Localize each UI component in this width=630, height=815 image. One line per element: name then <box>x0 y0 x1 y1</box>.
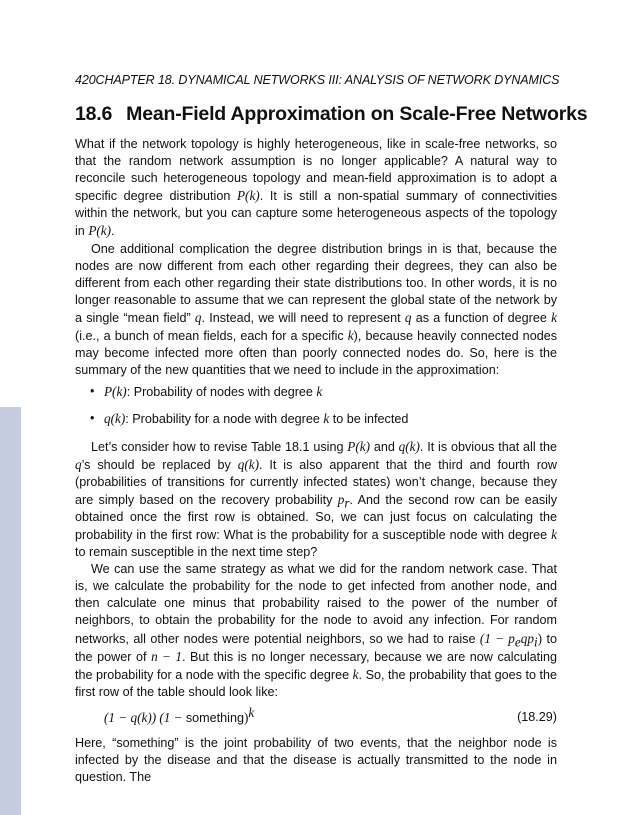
math-inline: P(k) <box>88 223 112 239</box>
list-item: • q(k): Probability for a node with degree k to be infected <box>90 411 409 427</box>
display-equation <box>75 704 557 729</box>
paragraph: One additional complication the degree distribution brings in is that, because the nodes are now different from each other regarding their degrees, they can also be different from each other regarding their state distributions too. In other words, it is no longer reasonable to assume that we can represent the global state of the network by a single “mean field” q. Instead, we will need to represent q as a function of degree k (i.e., a bunch of mean fields, each for a specific k), because heavily connected nodes may become infected more often than poorly connected nodes do. So, here is the summary of the new quantities that we need to include in the approximation: <box>75 241 558 378</box>
page-content <box>75 72 588 786</box>
math-inline: q <box>404 309 412 325</box>
body-text <box>75 136 557 786</box>
running-head: 420CHAPTER 18. DYNAMICAL NETWORKS III: ANALYSIS OF NETWORK DYNAMICS <box>75 73 560 87</box>
math-inline: k <box>551 309 558 325</box>
bullet-icon: • <box>90 384 95 399</box>
paragraph: Here, “something” is the joint probability of two events, that the neighbor node is infected by the disease and that the disease is actually transmitted to the node in question. The <box>75 735 557 785</box>
bullet-list <box>75 383 557 428</box>
paragraph: What if the network topology is highly heterogeneous, like in scale-free networks, so that the random network assumption is no longer applicable? A natural way to reconcile such heterogeneous topology and mean-field approximation is to adopt a specific degree distribution P(k). It is still a non-spatial summary of connectivities within the network, but you can capture some heterogeneous aspects of the topology in P(k). <box>75 137 557 239</box>
list-item: • P(k): Probability of nodes with degree k <box>90 384 323 400</box>
math-inline: q <box>194 309 202 325</box>
section-number: 18.6 <box>75 103 113 125</box>
bullet-icon: • <box>90 411 95 426</box>
math-inline: P(k) <box>237 188 260 204</box>
equation-number: (18.29) <box>517 709 557 724</box>
math-inline: k <box>347 328 354 344</box>
page-margin-tab <box>0 407 21 815</box>
equation-body: (1 − q(k)) (1 − something)$^k$ <box>104 704 255 725</box>
section-title: Mean-Field Approximation on Scale-Free Networks <box>126 103 588 125</box>
paragraph: Let’s consider how to revise Table 18.1 using P(k) and q(k). It is obvious that all the q’s should be replaced by q(k). It is also apparent that the third and fourth row (probabilities of transitions for currently infected states) won’t change, because they are simply based on the recovery probability $p_r$. And the second row can be easily obtained once the first row is obtained. So, we can just focus on calculating the probability in the first row: What is the probability for a susceptible node with degree k to remain susceptible in the next time step? <box>75 438 558 560</box>
section-heading <box>75 102 588 126</box>
paragraph: We can use the same strategy as what we did for the random network case. That is, we calculate the probability for the node to get infected from another node, and then calculate one minus that probability raised to the power of the number of neighbors, to obtain the probability for the node to avoid any infection. For random networks, all other nodes were potential neighbors, so we had to raise $(1 - p_eqp_i)$ to the power of n − 1. But this is no longer necessary, because we are now calculating the probability for a node with the specific degree k. So, the probability that goes to the first row of the table should look like: <box>75 562 557 699</box>
